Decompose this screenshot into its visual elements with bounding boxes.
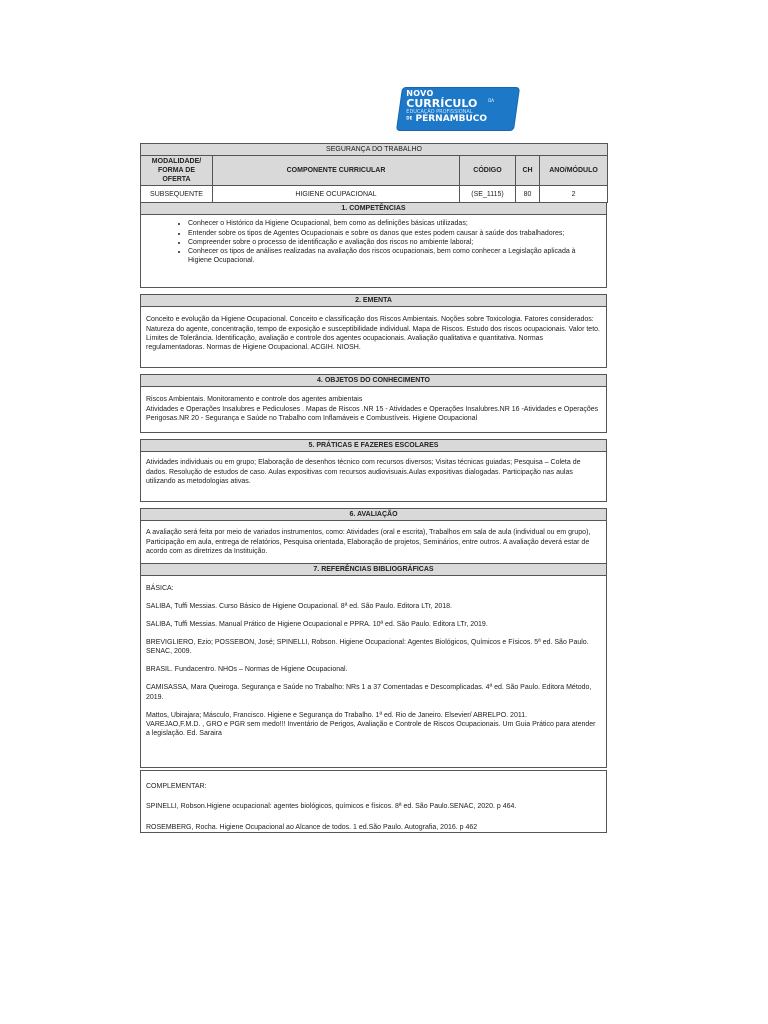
header-table <box>140 143 608 203</box>
cell-modalidade: SUBSEQUENTE <box>141 186 213 203</box>
referencias-title: 7. REFERÊNCIAS BIBLIOGRÁFICAS <box>141 563 606 576</box>
cell-componente: HIGIENE OCUPACIONAL <box>213 186 460 203</box>
section-complementar <box>140 770 607 833</box>
curriculum-document <box>140 143 607 833</box>
complementar-label: COMPLEMENTAR: <box>146 783 207 791</box>
objetos-title: 4. OBJETOS DO CONHECIMENTO <box>141 375 606 387</box>
competencias-title: 1. COMPETÊNCIAS <box>141 203 606 215</box>
logo-curriculo: CURRÍCULO <box>406 97 478 110</box>
avaliacao-title: 6. AVALIAÇÃO <box>141 509 606 521</box>
cell-ch: 80 <box>516 186 540 203</box>
list-item: • Compreender sobre o processo de identificação e avaliação dos riscos no ambiente laboral; <box>188 238 601 247</box>
section-objetos <box>140 374 607 433</box>
col-codigo: CÓDIGO <box>460 156 516 186</box>
objetos-line-1: Riscos Ambientais. Monitoramento e controle dos agentes ambientais <box>146 396 363 404</box>
basica-label: BÁSICA: <box>146 584 174 592</box>
logo-de: DE <box>406 115 413 121</box>
avaliacao-text: A avaliação será feita por meio de variados instrumentos, como: Atividades (oral e escrita), Trabalhos em sala de aula (individual ou em grupo), Participação em aula, entrega de relatórios, Pesquisa orientada, Elaboração de projetos, Seminários, entre outros. A avaliação deverá estar de acordo com as diretrizes da Instituição. <box>146 529 591 555</box>
reference-item: Mattos, Ubirajara; Másculo, Francisco. Higiene e Segurança do Trabalho. 1ª ed. Rio de Janeiro. Elsevier/ ABRELPO. 2011. <box>146 711 528 719</box>
ementa-title: 2. EMENTA <box>141 295 606 307</box>
curriculo-logo <box>397 88 519 130</box>
cell-codigo: (SE_1115) <box>460 186 516 203</box>
reference-item: SALIBA, Tuffi Messias. Manual Prático de Higiene Ocupacional e PPRA. 10ª ed. São Paulo. Editora LTr, 2019. <box>146 621 488 629</box>
reference-item: BRASIL. Fundacentro. NHOs – Normas de Higiene Ocupacional. <box>146 666 348 674</box>
section-competencias <box>140 203 607 288</box>
list-item: • Conhecer o Histórico da Higiene Ocupacional, bem como as definições básicas utilizadas; <box>188 219 601 228</box>
objetos-line-2: Atividades e Operações Insalubres e Pediculoses . Mapas de Riscos .NR 15 - Atividades e Operações Insalubres.NR 16 -Atividades e Operações Perigosas.NR 20 - Segurança e Saúde no Trabalho com Inflamáveis e Combustíveis. Higiene Ocupacional <box>146 405 599 422</box>
area-title: SEGURANÇA DO TRABALHO <box>141 144 608 156</box>
competencias-list <box>146 219 601 264</box>
col-componente: COMPONENTE CURRICULAR <box>213 156 460 186</box>
reference-item: BREVIGLIERO, Ezio; POSSEBON, José; SPINELLI, Robson. Higiene Ocupacional: Agentes Biológicos, Químicos e Físicos. 5ª ed. São Paulo. SENAC, 2009. <box>146 639 589 656</box>
reference-item: CAMISASSA, Mara Queiroga. Segurança e Saúde no Trabalho: NRs 1 a 37 Comentadas e Descomplicadas. 4ª ed. São Paulo. Editora Método, 2019. <box>146 684 592 701</box>
reference-item: SPINELLI, Robson.Higiene ocupacional: agentes biológicos, químicos e físicos. 8ª ed. São Paulo.SENAC, 2020. p 464. <box>146 803 517 811</box>
reference-item: ROSEMBERG, Rocha. Higiene Ocupacional ao Alcance de todos. 1 ed.São Paulo. Autografia, 2016. p 462 <box>146 823 478 831</box>
col-ano: ANO/MÓDULO <box>540 156 608 186</box>
ementa-text: Conceito e evolução da Higiene Ocupacional. Conceito e classificação dos Riscos Ambientais. Noções sobre Toxicologia. Fatores considerados: Natureza do agente, concentração, tempo de exposição e susceptibilidade individual. Mapa de Riscos. Estudo dos riscos ocupacionais. Valor teto. Limites de Tolerância. Identificação, avaliação e controle dos agentes ocupacionais. Avaliação qualitativa e quantitativa. Normas regulamentadoras. Normas de Higiene Ocupacional. ACGIH. NIOSH. <box>146 316 600 351</box>
reference-item: SALIBA, Tuffi Messias. Curso Básico de Higiene Ocupacional. 8ª ed. São Paulo. Editora LTr, 2018. <box>146 602 452 610</box>
section-praticas <box>140 439 607 502</box>
logo-pernambuco <box>406 115 510 124</box>
cell-ano: 2 <box>540 186 608 203</box>
reference-item: VAREJAO,F.M.D. , GRO e PGR sem medo!!! Inventário de Perigos, Avaliação e Controle de Riscos Ocupacionais. Um Guia Prático para atender a legislação. Ed. Saraira <box>146 720 596 737</box>
logo-educacao: EDUCAÇÃO PROFISSIONAL <box>406 109 473 115</box>
logo-pernambuco-text: PERNAMBUCO <box>415 114 488 124</box>
col-ch: CH <box>516 156 540 186</box>
praticas-title: 5. PRÁTICAS E FAZERES ESCOLARES <box>141 440 606 452</box>
section-ementa <box>140 294 607 368</box>
list-item: • Entender sobre os tipos de Agentes Ocupacionais e sobre os danos que estes podem causar à saúde dos trabalhadores; <box>188 229 601 238</box>
col-modalidade: MODALIDADE/ FORMA DE OFERTA <box>141 156 213 186</box>
list-item: • Conhecer os tipos de análises realizadas na avaliação dos riscos ocupacionais, bem como conhecer a Legislação aplicada à Higiene Ocupacional. <box>188 247 601 265</box>
logo-da: DA <box>488 98 495 103</box>
praticas-text: Atividades individuais ou em grupo; Elaboração de desenhos técnico com recursos diversos; Visitas técnicas guiadas; Pesquisa – Coleta de dados. Resolução de estudos de caso. Aulas expositivas com recursos audiovisuais.Aulas expositivas dialogadas. Participação nas aulas utilizando as metodologias ativas. <box>146 459 581 485</box>
section-avaliacao-referencias <box>140 508 607 768</box>
logo-novo: NOVO <box>406 89 434 98</box>
